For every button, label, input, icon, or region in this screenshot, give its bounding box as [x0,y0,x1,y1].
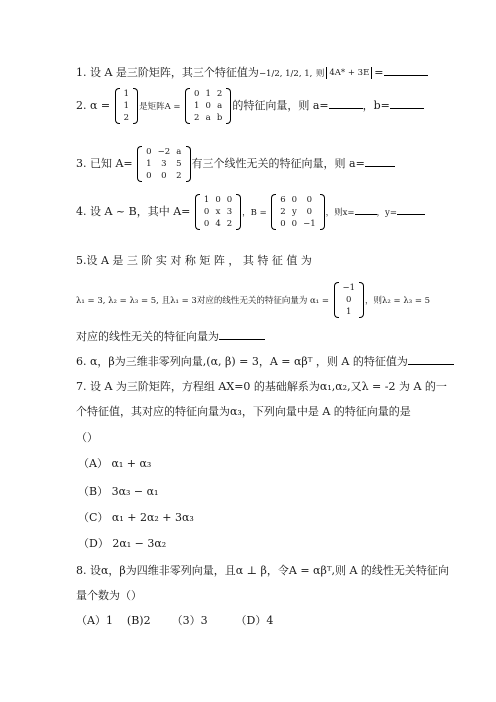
q1-equals: = [374,66,384,79]
question-7-line1 [76,378,447,394]
question-7-line2 [76,403,411,419]
q1-then: 则 [315,69,325,79]
q8-line2: 量个数为（） [76,589,142,602]
q2-mid: 是矩阵A = [139,102,181,112]
q2-lead: 2. α = [76,99,111,112]
q4-matrix-a: 1 0 0 0 x 3 0 4 2 [195,194,241,230]
question-5-head [76,252,420,268]
question-6 [76,353,454,369]
q8-line1: 8. 设α，β为四维非零列向量，且α ⊥ β，令A = αβᵀ,则 A 的线性无关特征向 [76,564,449,577]
q4-tail: ，则x= [325,208,355,218]
q3-blank [365,155,395,167]
q4-matrix-b: 6 0 0 2 y 0 0 0 −1 [271,194,324,230]
q6-text: 6. α，β为三维非零列向量,(α, β) = 3，A = αβᵀ ，则 A 的特征值为 [76,355,408,368]
q5-eigen: λ₁ = 3, λ₂ = λ₃ = 5, 且λ₁ = 3对应的线性无关的特征向量为 α₁ = [76,296,329,306]
q5-blank [219,328,265,340]
q5-vector: −1 0 1 [334,282,365,318]
q7-option-b: （B） 3α₃ − α₁ [78,485,159,498]
q7-line2: 个特征值，其对应的特征向量为α₃，下列向量中是 A 的特征向量的是 [76,405,411,418]
q1-eigenvalues: −1/2, 1/2, 1, [258,69,313,79]
q7-paren: （） [76,431,98,444]
q4-mid: ，B = [242,208,267,218]
q7-line1: 7. 设 A 为三阶矩阵，方程组 AX=0 的基础解系为α₁,α₂,又λ = -2 为 A 的一 [76,380,447,393]
question-7-paren [76,429,98,445]
q2-tail: 的特征向量，则 a= [232,99,329,112]
q4-blank-y [397,203,425,215]
question-5-tail [76,328,265,344]
q8-options: （A）1 (B)2 （3）3 （D）4 [76,614,274,627]
q2-blank-a [329,97,363,109]
q5-head: 5.设 A 是 三 阶 实 对 称 矩 阵 ， 其 特 征 值 为 [76,254,312,267]
q3-tail: 有三个线性无关的特征向量，则 a= [191,157,365,170]
question-4 [76,194,425,230]
q3-lead: 3. 已知 A= [76,157,133,170]
q7-option-a: （A） α₁ + α₃ [78,457,152,470]
question-3 [76,146,395,182]
q1-determinant: 4A* + 3E [326,67,372,79]
q2-b-label: ，b= [362,99,390,112]
q4-y-label: ，y= [376,208,397,218]
question-8-line1 [76,562,449,578]
q2-blank-b [390,97,424,109]
q4-blank-x [355,203,377,215]
q2-matrix: 0 1 2 1 0 a 2 a b [185,88,231,124]
q5-then: ，则λ₂ = λ₃ = 5 [365,296,431,306]
q4-lead: 4. 设 A ~ B，其中 A= [76,205,191,218]
q6-blank [408,353,454,365]
q1-text: 1. 设 A 是三阶矩阵，其三个特征值为 [76,66,259,79]
q3-matrix: 0 −2 a 1 3 5 0 0 2 [137,146,190,182]
question-1 [76,64,428,80]
question-5-body [76,282,430,318]
q7-option-c: （C） α₁ + 2α₂ + 3α₃ [78,511,194,524]
q5-last: 对应的线性无关的特征向量为 [76,330,219,343]
q1-blank [384,64,428,76]
question-2 [76,88,424,124]
q2-vector: 1 1 2 [115,88,138,124]
q7-option-d: （D） 2α₁ − 3α₂ [78,537,167,550]
question-8-line2 [76,587,142,603]
